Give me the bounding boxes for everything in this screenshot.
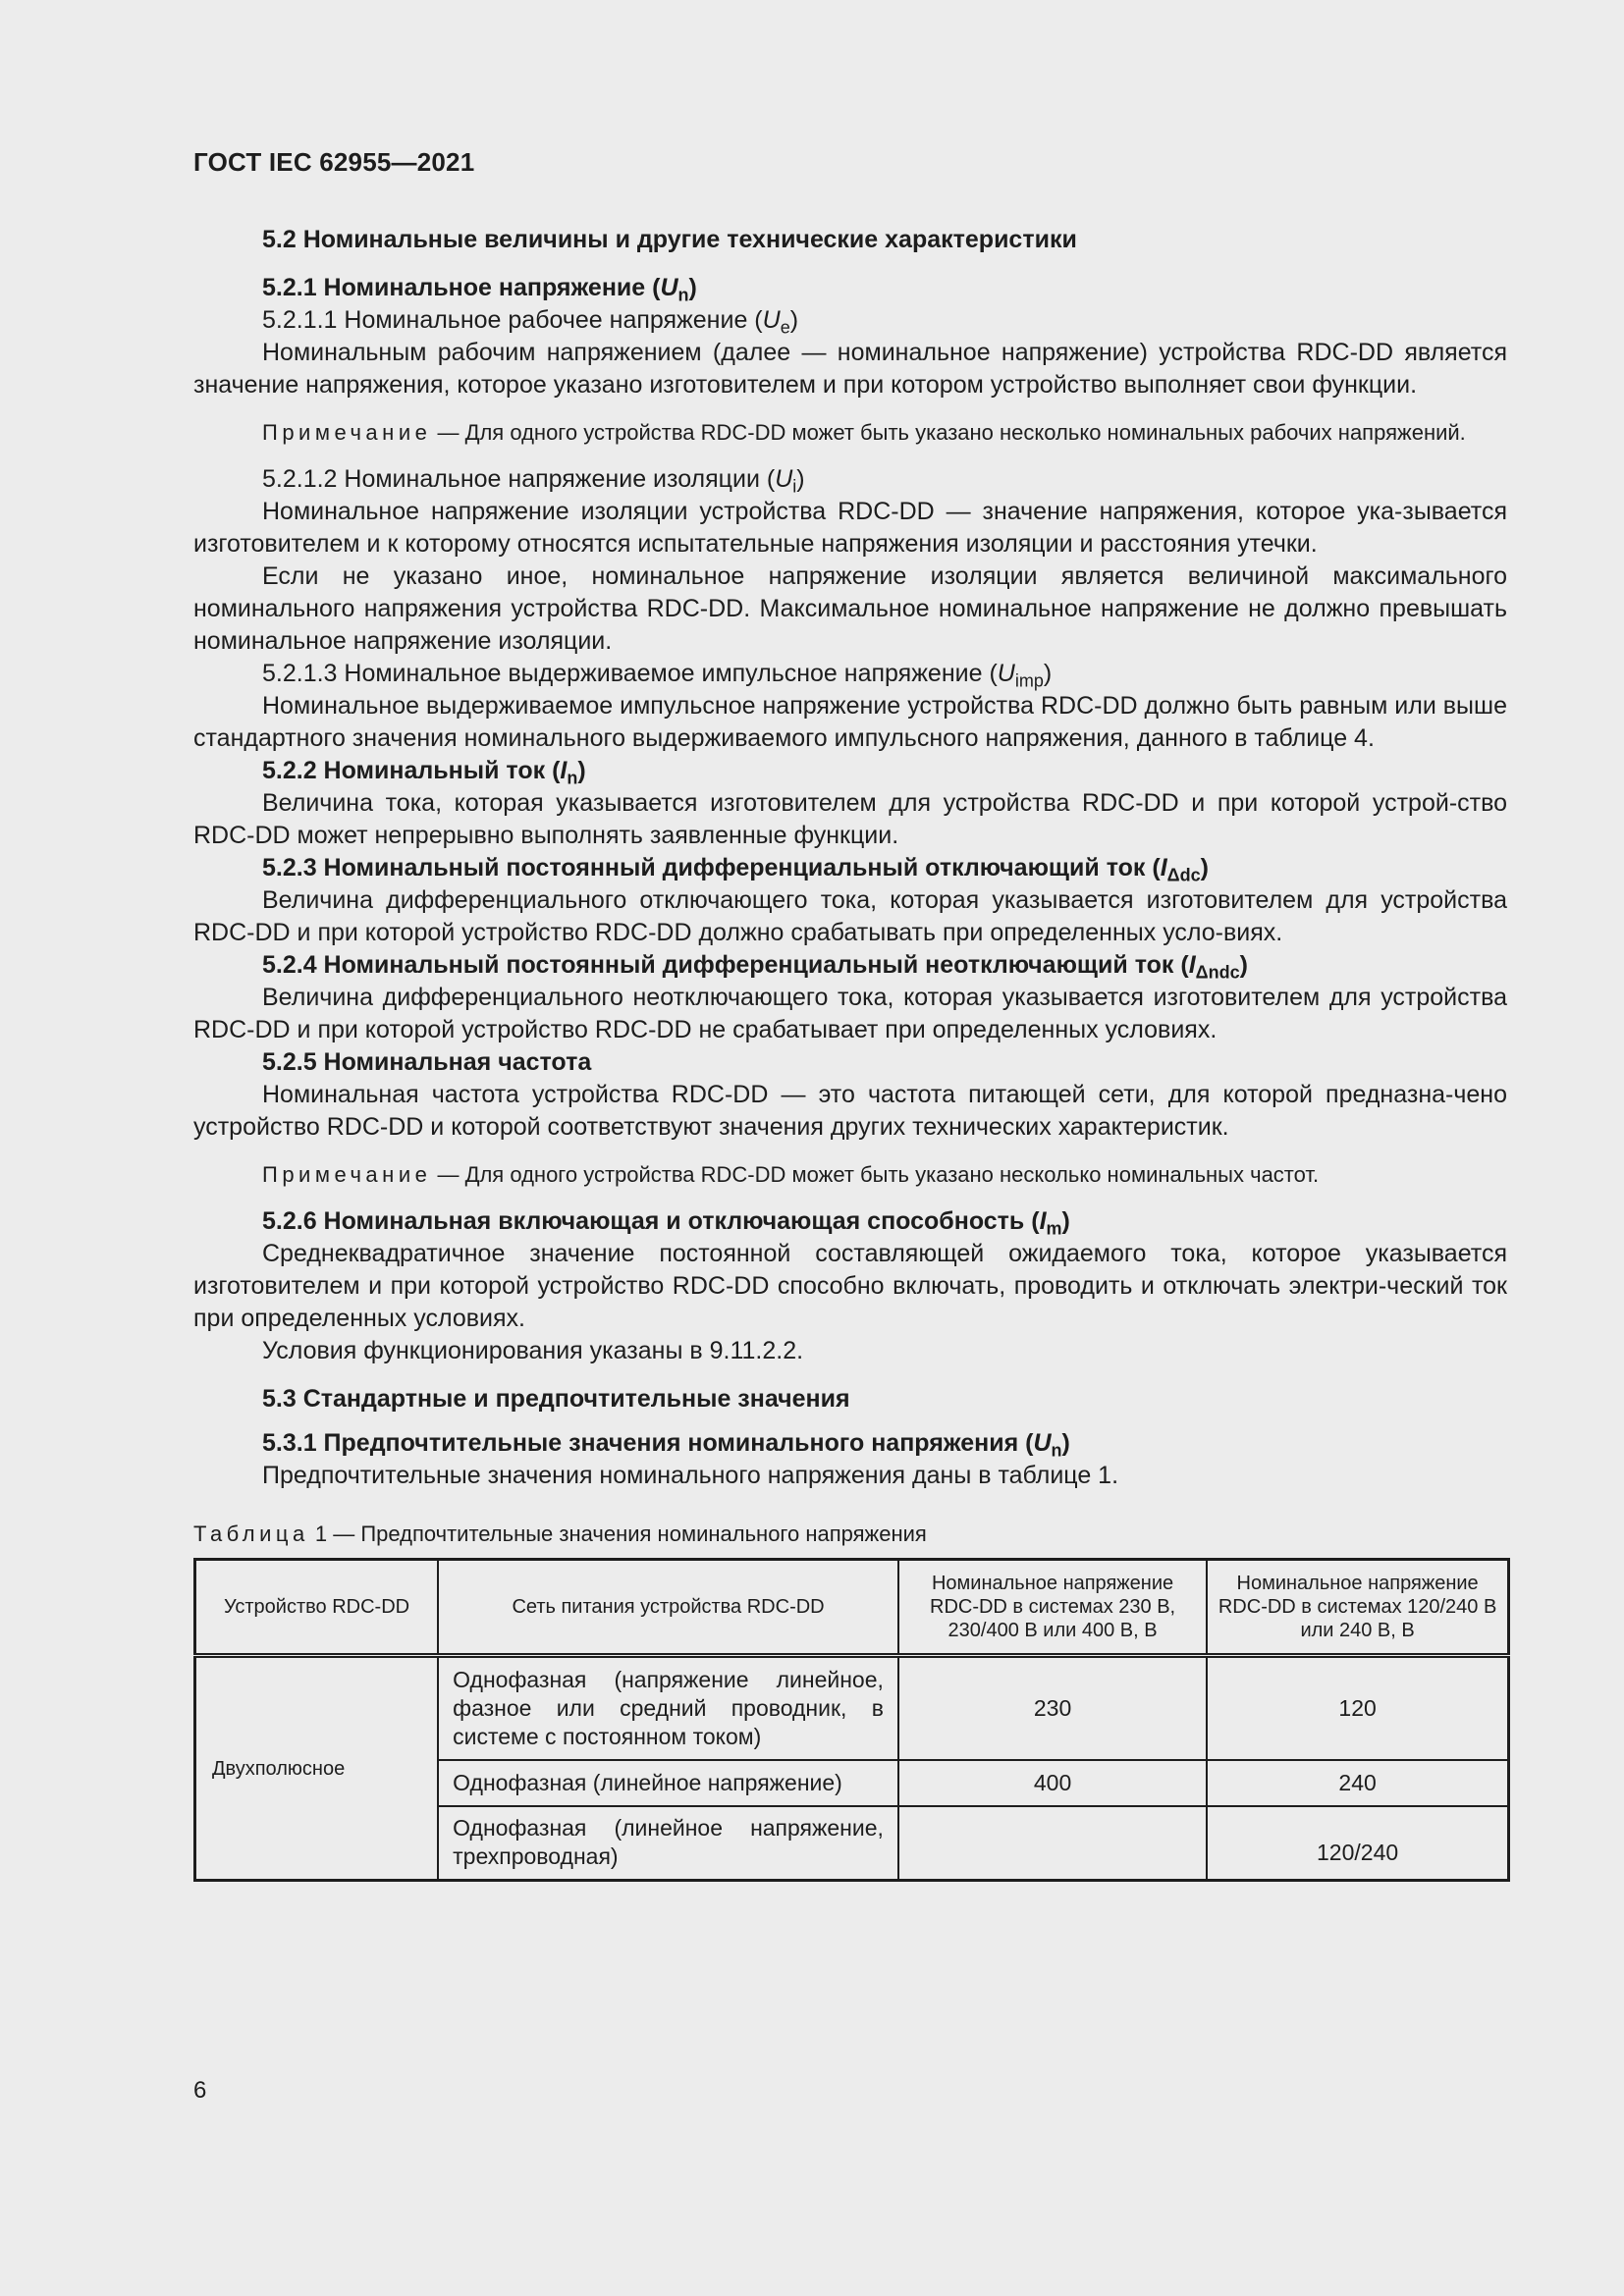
symbol: U	[775, 465, 793, 493]
symbol-subscript: e	[780, 317, 790, 338]
heading-text: 5.2.3 Номинальный постоянный дифференциальный отключающий ток (	[262, 854, 1161, 881]
paragraph-5-2-5: Номинальная частота устройства RDC-DD — это частота питающей сети, для которой предназна-чено устройство RDC-DD и которой соответствуют значения других технических характеристик.	[193, 1081, 1507, 1141]
symbol-subscript: n	[677, 285, 689, 305]
symbol: I	[1160, 854, 1167, 881]
heading-5-2-1-3	[193, 658, 1507, 690]
voltage-230-cell	[898, 1806, 1207, 1881]
table-caption-label: Таблица	[193, 1522, 309, 1546]
heading-text: 5.2.1 Номинальное напряжение (	[262, 274, 661, 301]
symbol-subscript: n	[1051, 1440, 1062, 1461]
note-text: — Для одного устройства RDC-DD может быть указано несколько номинальных частот.	[431, 1162, 1320, 1187]
table-caption-text: 1 — Предпочтительные значения номинального напряжения	[308, 1522, 927, 1546]
close-paren: )	[789, 306, 799, 334]
paragraph-5-3-1: Предпочтительные значения номинального напряжения даны в таблице 1.	[262, 1462, 1119, 1489]
voltage-table	[193, 1558, 1510, 1882]
heading-5-2-2	[193, 755, 1507, 787]
header-device: Устройство RDC-DD	[195, 1560, 439, 1656]
table-header-row	[195, 1560, 1509, 1656]
page-number: 6	[193, 2077, 207, 2104]
header-voltage-120: Номинальное напряжение RDC-DD в системах 120/240 В или 240 В, В	[1207, 1560, 1508, 1656]
paragraph-5-2-6-a: Среднеквадратичное значение постоянной составляющей ожидаемого тока, которое указывается изготовителем и при которой устройство RDC-DD способно включать, проводить и отключать электри-ческий ток при определенных условиях.	[193, 1240, 1507, 1332]
symbol-subscript: Δndc	[1195, 962, 1240, 983]
paragraph-5-2-1-3: Номинальное выдерживаемое импульсное напряжение устройства RDC-DD должно быть равным или выше стандартного значения номинального выдерживаемого импульсного напряжения, данного в таблице 4.	[193, 692, 1507, 752]
header-voltage-230: Номинальное напряжение RDC-DD в системах 230 В, 230/400 В или 400 В, В	[898, 1560, 1207, 1656]
paragraph-5-2-6-b: Условия функционирования указаны в 9.11.2.2.	[262, 1337, 804, 1364]
symbol-subscript: imp	[1014, 670, 1044, 691]
close-paren: )	[577, 757, 586, 784]
header-network: Сеть питания устройства RDC-DD	[438, 1560, 898, 1656]
symbol: U	[997, 660, 1015, 687]
note-5-2-1-1	[193, 417, 1507, 448]
heading-5-2-1	[193, 272, 1507, 304]
symbol-subscript: n	[567, 768, 578, 788]
note-text: — Для одного устройства RDC-DD может быть указано несколько номинальных рабочих напряжений.	[431, 420, 1466, 445]
document-body	[193, 224, 1507, 1882]
heading-5-3: 5.3 Стандартные и предпочтительные значения	[262, 1385, 850, 1413]
note-label: Примечание	[262, 420, 432, 445]
table-row	[195, 1656, 1509, 1760]
network-cell: Однофазная (линейное напряжение)	[438, 1760, 898, 1806]
document-header: ГОСТ IEC 62955—2021	[193, 147, 475, 177]
symbol-subscript: m	[1046, 1218, 1062, 1239]
paragraph-5-2-1-1: Номинальным рабочим напряжением (далее — номинальное напряжение) устройства RDC-DD является значение напряжения, которое указано изготовителем и при котором устройство выполняет свои функции.	[193, 339, 1507, 399]
close-paren: )	[1043, 660, 1053, 687]
heading-5-3-1	[193, 1427, 1507, 1460]
network-cell: Однофазная (линейное напряжение, трехпроводная)	[438, 1806, 898, 1881]
voltage-120-cell: 120	[1207, 1656, 1508, 1760]
close-paren: )	[1200, 854, 1209, 881]
heading-5-2-3	[193, 852, 1507, 884]
symbol: I	[1039, 1207, 1047, 1235]
close-paren: )	[796, 465, 805, 493]
symbol: U	[660, 274, 678, 301]
symbol-subscript: Δdc	[1166, 865, 1201, 885]
close-paren: )	[688, 274, 697, 301]
voltage-120-cell: 120/240	[1207, 1806, 1508, 1881]
note-label: Примечание	[262, 1162, 432, 1187]
heading-5-2-5: 5.2.5 Номинальная частота	[262, 1048, 592, 1076]
heading-5-2-4	[193, 949, 1507, 982]
heading-text: 5.2.1.1 Номинальное рабочее напряжение (	[262, 306, 763, 334]
voltage-230-cell: 400	[898, 1760, 1207, 1806]
paragraph-5-2-1-2-b: Если не указано иное, номинальное напряжение изоляции является величиной максимального номинального напряжения устройства RDC-DD. Максимальное номинальное напряжение не должно превышать номинальное напряжение изоляции.	[193, 562, 1507, 655]
symbol: U	[1033, 1429, 1052, 1457]
symbol: I	[560, 757, 568, 784]
heading-text: 5.2.4 Номинальный постоянный дифференциальный неотключающий ток (	[262, 951, 1189, 979]
paragraph-5-2-1-2-a: Номинальное напряжение изоляции устройства RDC-DD — значение напряжения, которое ука-зывается изготовителем и к которому относятся испытательные напряжения изоляции и расстояния утечки.	[193, 498, 1507, 558]
close-paren: )	[1061, 1429, 1070, 1457]
symbol-subscript: i	[792, 476, 797, 497]
network-cell: Однофазная (напряжение линейное, фазное или средний проводник, в системе с постоянном током)	[438, 1656, 898, 1760]
symbol: I	[1188, 951, 1196, 979]
heading-5-2-1-1	[193, 304, 1507, 337]
heading-5-2-6	[193, 1205, 1507, 1238]
paragraph-5-2-4: Величина дифференциального неотключающего тока, которая указывается изготовителем для устройства RDC-DD и при которой устройство RDC-DD не срабатывает при определенных условиях.	[193, 984, 1507, 1043]
heading-5-2: 5.2 Номинальные величины и другие технические характеристики	[262, 226, 1077, 253]
symbol: U	[762, 306, 781, 334]
heading-text: 5.2.1.2 Номинальное напряжение изоляции (	[262, 465, 776, 493]
voltage-120-cell: 240	[1207, 1760, 1508, 1806]
heading-text: 5.3.1 Предпочтительные значения номинального напряжения (	[262, 1429, 1034, 1457]
heading-5-2-1-2	[193, 463, 1507, 496]
close-paren: )	[1239, 951, 1248, 979]
heading-text: 5.2.6 Номинальная включающая и отключающая способность (	[262, 1207, 1040, 1235]
note-5-2-5	[193, 1159, 1507, 1190]
heading-text: 5.2.2 Номинальный ток (	[262, 757, 561, 784]
paragraph-5-2-2: Величина тока, которая указывается изготовителем для устройства RDC-DD и при которой устрой-ство RDC-DD может непрерывно выполнять заявленные функции.	[193, 789, 1507, 849]
voltage-230-cell: 230	[898, 1656, 1207, 1760]
paragraph-5-2-3: Величина дифференциального отключающего тока, которая указывается изготовителем для устройства RDC-DD и при которой устройство RDC-DD должно срабатывать при определенных усло-виях.	[193, 886, 1507, 946]
table-caption	[193, 1518, 1507, 1550]
device-cell: Двухполюсное	[195, 1656, 439, 1881]
heading-text: 5.2.1.3 Номинальное выдерживаемое импульсное напряжение (	[262, 660, 998, 687]
close-paren: )	[1061, 1207, 1070, 1235]
